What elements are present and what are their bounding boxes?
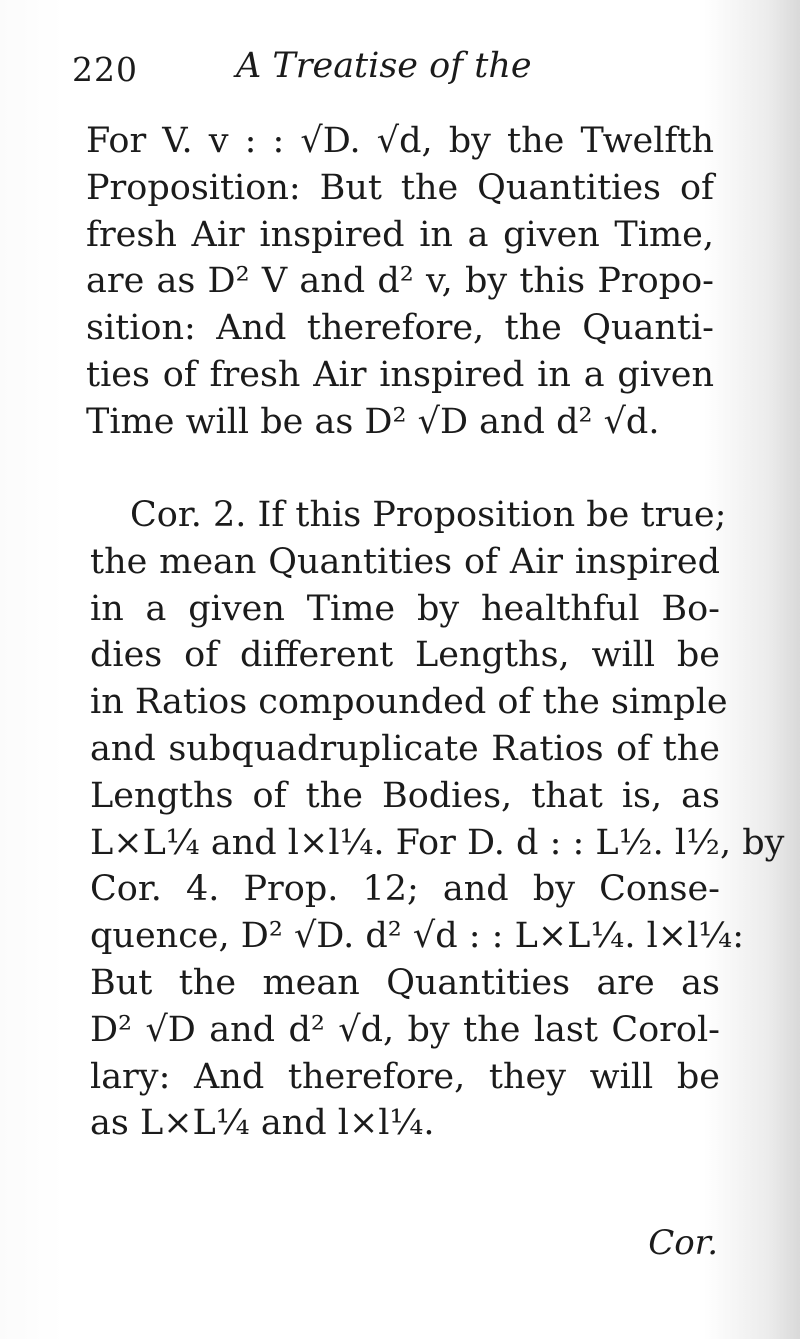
text-line: For V. v : : √D. √d, by the Twelfth [86,121,714,161]
paragraph-2-corollary [90,492,785,1147]
text-line: Proposition: But the Quantities of [86,167,714,208]
text-line: as L×L¼ and l×l¼. [90,1103,435,1144]
text-line: Lengths of the Bodies, that is, as [90,775,720,816]
text-line: are as D² V and d² v, by this Propo- [86,261,714,302]
text-line: L×L¼ and l×l¼. For D. d : : L½. l½, by [90,822,785,863]
text-line: Cor. 4. Prop. 12; and by Conse- [90,869,720,910]
text-line: Time will be as D² √D and d² √d. [86,401,660,442]
text-line: But the mean Quantities are as [90,962,720,1003]
text-line: quence, D² √D. d² √d : : L×L¼. l×l¼: [90,916,744,957]
text-line: and subquadruplicate Ratios of the [90,728,720,769]
text-line: lary: And therefore, they will be [90,1056,720,1097]
text-line: D² √D and d² √d, by the last Corol- [90,1009,720,1050]
text-line: in Ratios compounded of the simple [90,682,728,723]
text-line: fresh Air inspired in a given Time, [86,214,714,255]
text-line: sition: And therefore, the Quanti- [86,308,714,349]
text-line: ties of fresh Air inspired in a given [86,354,714,395]
text-line: the mean Quantities of Air inspired [90,541,720,582]
running-head: A Treatise of the [236,46,532,86]
text-line: dies of different Lengths, will be [90,635,720,676]
page-header [72,46,712,96]
page-number: 220 [72,50,138,89]
paragraph-1 [86,118,714,446]
text-line: Cor. 2. If this Proposition be true; [130,495,727,535]
text-line: in a given Time by healthful Bo- [90,588,720,629]
catchword: Cor. [648,1223,718,1263]
